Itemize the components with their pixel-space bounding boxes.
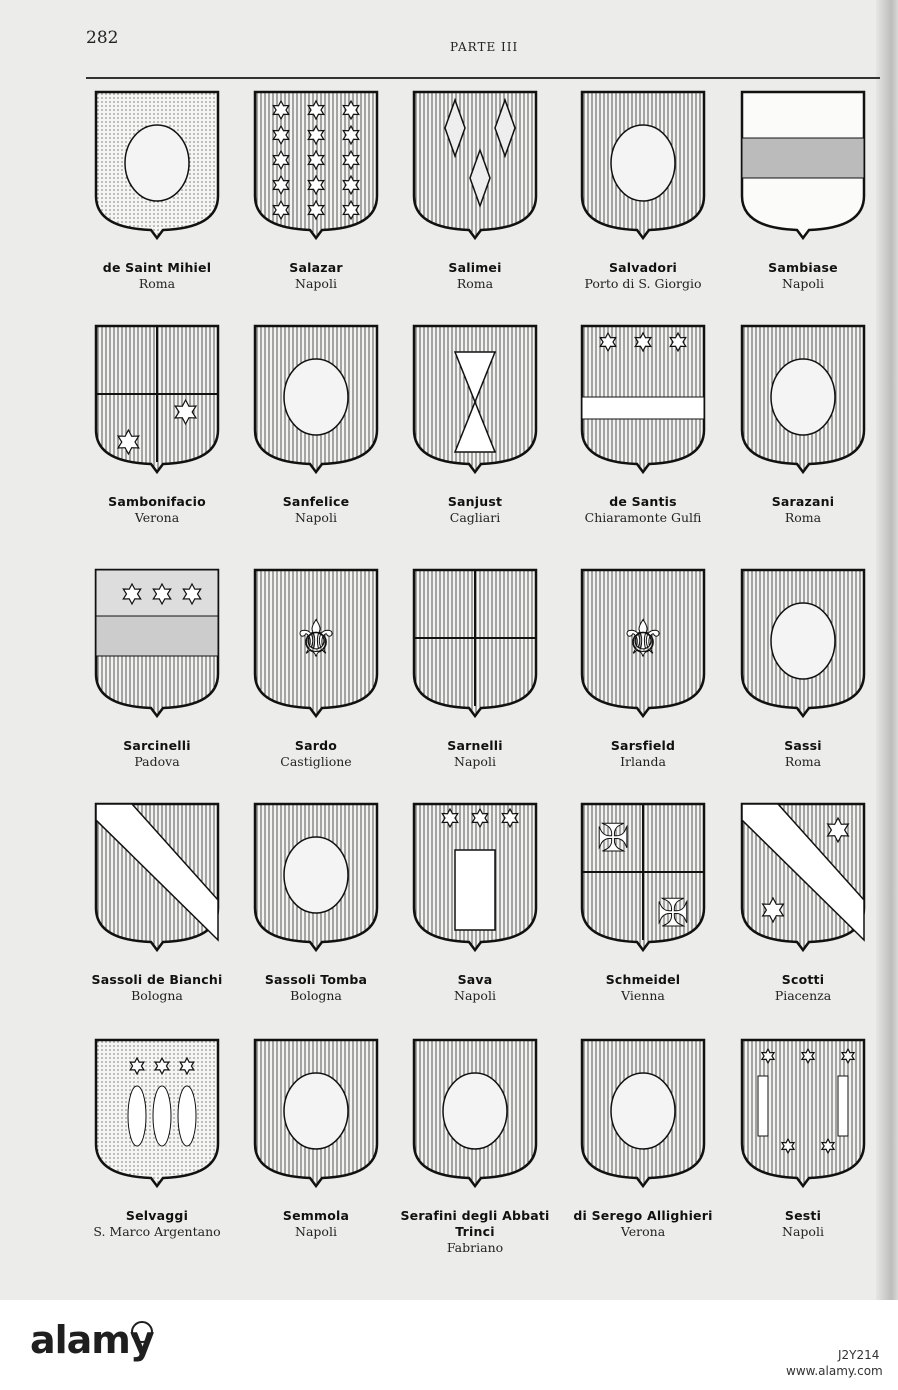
coat-of-arms-caption bbox=[226, 260, 406, 292]
family-name: Sarcinelli bbox=[123, 738, 191, 753]
coat-of-arms-caption bbox=[385, 260, 565, 292]
family-name: Selvaggi bbox=[125, 1208, 189, 1223]
coat-of-arms-caption bbox=[385, 1208, 565, 1256]
family-place: Napoli bbox=[295, 276, 337, 291]
family-name: Sassi bbox=[784, 738, 822, 753]
family-name: Sanfelice bbox=[282, 494, 350, 509]
svg-text:⚜: ⚜ bbox=[620, 610, 666, 668]
family-name: Salimei bbox=[448, 260, 502, 275]
coat-of-arms-shield bbox=[251, 322, 381, 472]
family-place: Padova bbox=[134, 754, 180, 769]
family-place: Vienna bbox=[621, 988, 665, 1003]
coat-of-arms-caption bbox=[553, 738, 733, 770]
family-name: Sambonifacio bbox=[108, 494, 206, 509]
family-place: Napoli bbox=[782, 276, 824, 291]
family-name: Salvadori bbox=[608, 260, 678, 275]
family-name: Sambiase bbox=[768, 260, 838, 275]
coat-of-arms-shield bbox=[92, 1036, 222, 1186]
family-place: S. Marco Argentano bbox=[93, 1224, 221, 1239]
svg-text:⚜: ⚜ bbox=[293, 610, 339, 668]
coat-of-arms-caption bbox=[713, 494, 893, 526]
family-name: Schmeidel bbox=[605, 972, 681, 987]
page-number: 282 bbox=[86, 28, 119, 48]
family-name: Sava bbox=[457, 972, 493, 987]
family-place: Napoli bbox=[782, 1224, 824, 1239]
coat-of-arms-shield bbox=[738, 566, 868, 716]
coat-of-arms-shield bbox=[251, 566, 381, 716]
coat-of-arms-caption bbox=[67, 738, 247, 770]
coat-of-arms-shield bbox=[578, 322, 708, 472]
family-place: Chiaramonte Gulfi bbox=[584, 510, 702, 525]
coat-of-arms-caption bbox=[385, 738, 565, 770]
stock-url: www.alamy.com bbox=[786, 1364, 883, 1378]
family-place: Napoli bbox=[454, 988, 496, 1003]
family-place: Verona bbox=[134, 510, 180, 525]
coat-of-arms-shield bbox=[738, 88, 868, 238]
coat-of-arms-shield bbox=[410, 322, 540, 472]
coat-of-arms-shield bbox=[738, 1036, 868, 1186]
family-place: Porto di S. Giorgio bbox=[584, 276, 702, 291]
coat-of-arms-caption bbox=[553, 1208, 733, 1240]
family-name: Sarazani bbox=[771, 494, 835, 509]
family-name: de Saint Mihiel bbox=[102, 260, 212, 275]
family-name: Serafini degli Abbati Trinci bbox=[400, 1208, 550, 1239]
family-name: Sardo bbox=[294, 738, 338, 753]
svg-text:✠: ✠ bbox=[656, 891, 689, 935]
family-place: Napoli bbox=[295, 510, 337, 525]
svg-text:✠: ✠ bbox=[597, 816, 630, 860]
coat-of-arms-shield bbox=[578, 1036, 708, 1186]
coat-of-arms-caption bbox=[226, 738, 406, 770]
stock-image-id: J2Y214 bbox=[838, 1348, 880, 1362]
family-place: Napoli bbox=[295, 1224, 337, 1239]
coat-of-arms-caption bbox=[385, 494, 565, 526]
coat-of-arms-caption bbox=[713, 738, 893, 770]
family-name: Semmola bbox=[282, 1208, 350, 1223]
family-name: Salazar bbox=[289, 260, 343, 275]
coat-of-arms-shield bbox=[410, 1036, 540, 1186]
coat-of-arms-caption bbox=[67, 1208, 247, 1240]
coat-of-arms-shield bbox=[92, 800, 222, 950]
family-name: Scotti bbox=[781, 972, 825, 987]
coat-of-arms-caption bbox=[226, 494, 406, 526]
family-name: Sassoli de Bianchi bbox=[91, 972, 223, 987]
family-place: Roma bbox=[138, 276, 176, 291]
brand-mark-icon bbox=[128, 1318, 156, 1346]
family-place: Napoli bbox=[454, 754, 496, 769]
family-place: Roma bbox=[456, 276, 494, 291]
coat-of-arms-shield bbox=[738, 322, 868, 472]
family-name: Sesti bbox=[784, 1208, 822, 1223]
family-place: Irlanda bbox=[620, 754, 666, 769]
page-edge bbox=[876, 0, 898, 1300]
family-place: Bologna bbox=[290, 988, 342, 1003]
coat-of-arms-caption bbox=[67, 494, 247, 526]
coat-of-arms-shield bbox=[578, 566, 708, 716]
family-place: Bologna bbox=[131, 988, 183, 1003]
coat-of-arms-caption bbox=[553, 260, 733, 292]
coat-of-arms-shield bbox=[92, 88, 222, 238]
coat-of-arms-caption bbox=[67, 972, 247, 1004]
coat-of-arms-shield bbox=[578, 88, 708, 238]
family-name: Sarsfield bbox=[610, 738, 676, 753]
coat-of-arms-caption bbox=[713, 260, 893, 292]
family-place: Castiglione bbox=[280, 754, 352, 769]
coat-of-arms-shield bbox=[251, 1036, 381, 1186]
coat-of-arms-shield bbox=[410, 566, 540, 716]
family-place: Roma bbox=[784, 510, 822, 525]
coat-of-arms-shield bbox=[738, 800, 868, 950]
coat-of-arms-shield bbox=[410, 88, 540, 238]
coat-of-arms-caption bbox=[67, 260, 247, 292]
coat-of-arms-caption bbox=[553, 494, 733, 526]
family-place: Piacenza bbox=[774, 988, 832, 1003]
coat-of-arms-shield bbox=[251, 800, 381, 950]
family-place: Roma bbox=[784, 754, 822, 769]
coat-of-arms-caption bbox=[553, 972, 733, 1004]
family-place: Cagliari bbox=[449, 510, 501, 525]
coat-of-arms-caption bbox=[226, 972, 406, 1004]
family-place: Fabriano bbox=[446, 1240, 504, 1255]
coat-of-arms-shield bbox=[410, 800, 540, 950]
family-name: Sanjust bbox=[447, 494, 503, 509]
coat-of-arms-shield bbox=[92, 322, 222, 472]
family-place: Verona bbox=[620, 1224, 666, 1239]
family-name: di Serego Allighieri bbox=[573, 1208, 713, 1223]
coat-of-arms-shield bbox=[92, 566, 222, 716]
coat-of-arms-caption bbox=[226, 1208, 406, 1240]
brand-logo: alamy bbox=[30, 1318, 154, 1362]
coat-of-arms-caption bbox=[385, 972, 565, 1004]
coat-of-arms-shield bbox=[251, 88, 381, 238]
running-head: PARTE III bbox=[450, 40, 519, 54]
coat-of-arms-shield bbox=[578, 800, 708, 950]
coat-of-arms-caption bbox=[713, 1208, 893, 1240]
coat-of-arms-caption bbox=[713, 972, 893, 1004]
family-name: Sarnelli bbox=[447, 738, 503, 753]
family-name: Sassoli Tomba bbox=[264, 972, 368, 987]
family-name: de Santis bbox=[609, 494, 677, 509]
header-rule bbox=[86, 77, 880, 79]
